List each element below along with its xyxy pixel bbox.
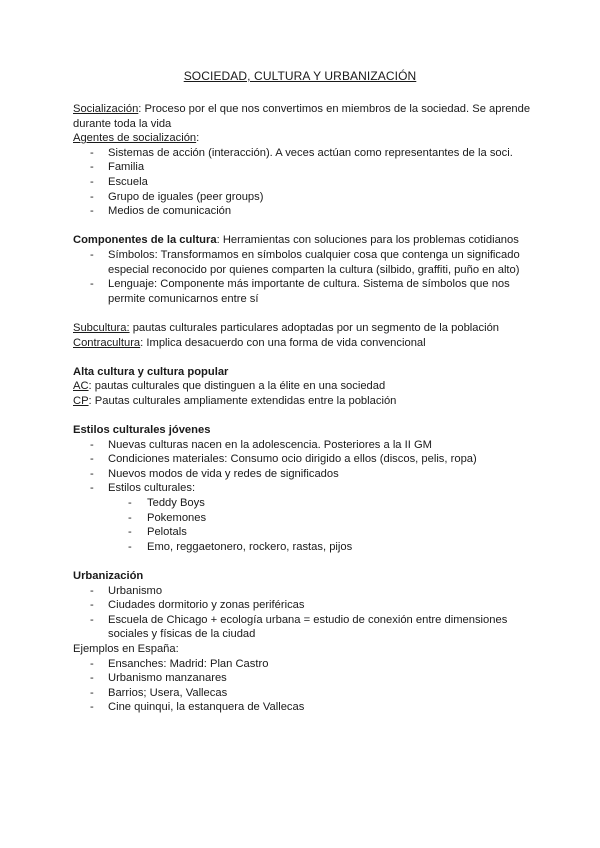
list-item: - Estilos culturales: <box>73 481 533 496</box>
agentes-heading-colon: : <box>196 132 200 145</box>
componentes-definition <box>73 233 533 248</box>
spacer <box>73 408 533 423</box>
agentes-heading-text: Agentes de socialización <box>73 132 197 145</box>
contracultura-term: Contracultura <box>73 336 141 349</box>
contracultura-definition <box>73 336 533 351</box>
sub-list-item: - Teddy Boys <box>73 496 533 511</box>
list-item: - Símbolos: Transformamos en símbolos cualquier cosa que contenga un significado especial reconocido por quienes comparten la cultura (silbido, graffiti, puño en alto) <box>73 248 533 277</box>
urbanizacion-heading: Urbanización <box>73 570 144 582</box>
agentes-list <box>73 146 533 219</box>
list-item: - Escuela <box>73 175 533 190</box>
list-item: - Urbanismo manzanares <box>73 671 533 686</box>
contracultura-text: : Implica desacuerdo con una forma de vida convencional <box>140 336 426 349</box>
subcultura-term: Subcultura: <box>73 321 130 334</box>
list-item: - Ensanches: Madrid: Plan Castro <box>73 657 533 672</box>
spacer <box>73 350 533 365</box>
list-item: - Familia <box>73 160 533 175</box>
document-body <box>73 102 533 715</box>
agentes-heading <box>73 131 533 146</box>
list-item: - Urbanismo <box>73 584 533 599</box>
alta-cultura-heading: Alta cultura y cultura popular <box>73 365 229 378</box>
list-item: - Condiciones materiales: Consumo ocio dirigido a ellos (discos, pelis, ropa) <box>73 452 533 467</box>
componentes-list <box>73 248 533 306</box>
list-item: - Nuevos modos de vida y redes de significados <box>73 467 533 482</box>
urbanizacion-list <box>73 584 533 642</box>
componentes-heading: Componentes de la cultura <box>73 234 217 247</box>
socializacion-term: Socialización <box>73 103 139 115</box>
spacer <box>73 219 533 234</box>
cp-term: CP <box>73 394 89 407</box>
estilos-sublist <box>73 496 533 554</box>
list-item: - Escuela de Chicago + ecología urbana = estudio de conexión entre dimensiones sociales y físicas de la ciudad <box>73 613 533 642</box>
spacer <box>73 306 533 321</box>
socializacion-text: : Proceso por el que nos convertimos en miembros de la sociedad. Se aprende durante toda la vida <box>73 103 531 130</box>
sub-list-item: - Pelotals <box>73 525 533 540</box>
list-item: - Medios de comunicación <box>73 204 533 219</box>
list-item: - Nuevas culturas nacen en la adolescencia. Posteriores a la II GM <box>73 438 533 453</box>
ac-text: : pautas culturales que distinguen a la élite en una sociedad <box>88 380 386 393</box>
componentes-text: : Herramientas con soluciones para los problemas cotidianos <box>216 234 519 247</box>
subcultura-definition <box>73 321 533 336</box>
ejemplos-list <box>73 657 533 715</box>
document-title: SOCIEDAD, CULTURA Y URBANIZACIÓN <box>183 69 417 83</box>
list-item: - Lenguaje: Componente más importante de cultura. Sistema de símbolos que nos permite comunicarnos entre sí <box>73 277 533 306</box>
cp-text: : Pautas culturales ampliamente extendidas entre la población <box>88 394 397 407</box>
socializacion-definition <box>73 102 533 131</box>
spacer <box>73 554 533 569</box>
subcultura-text: pautas culturales particulares adoptadas por un segmento de la población <box>129 321 500 334</box>
estilos-heading: Estilos culturales jóvenes <box>73 424 211 437</box>
ejemplos-heading: Ejemplos en España: <box>73 642 179 655</box>
ac-term: AC <box>73 380 89 393</box>
ac-definition <box>73 379 533 394</box>
sub-list-item: - Pokemones <box>73 511 533 526</box>
sub-list-item: - Emo, reggaetonero, rockero, rastas, pijos <box>73 540 533 555</box>
list-item: - Cine quinqui, la estanquera de Vallecas <box>73 700 533 715</box>
list-item: - Barrios; Usera, Vallecas <box>73 686 533 701</box>
estilos-list <box>73 438 533 496</box>
list-item: - Ciudades dormitorio y zonas periféricas <box>73 598 533 613</box>
list-item: - Grupo de iguales (peer groups) <box>73 190 533 205</box>
list-item: - Sistemas de acción (interacción). A veces actúan como representantes de la soci. <box>73 146 533 161</box>
cp-definition <box>73 394 533 409</box>
